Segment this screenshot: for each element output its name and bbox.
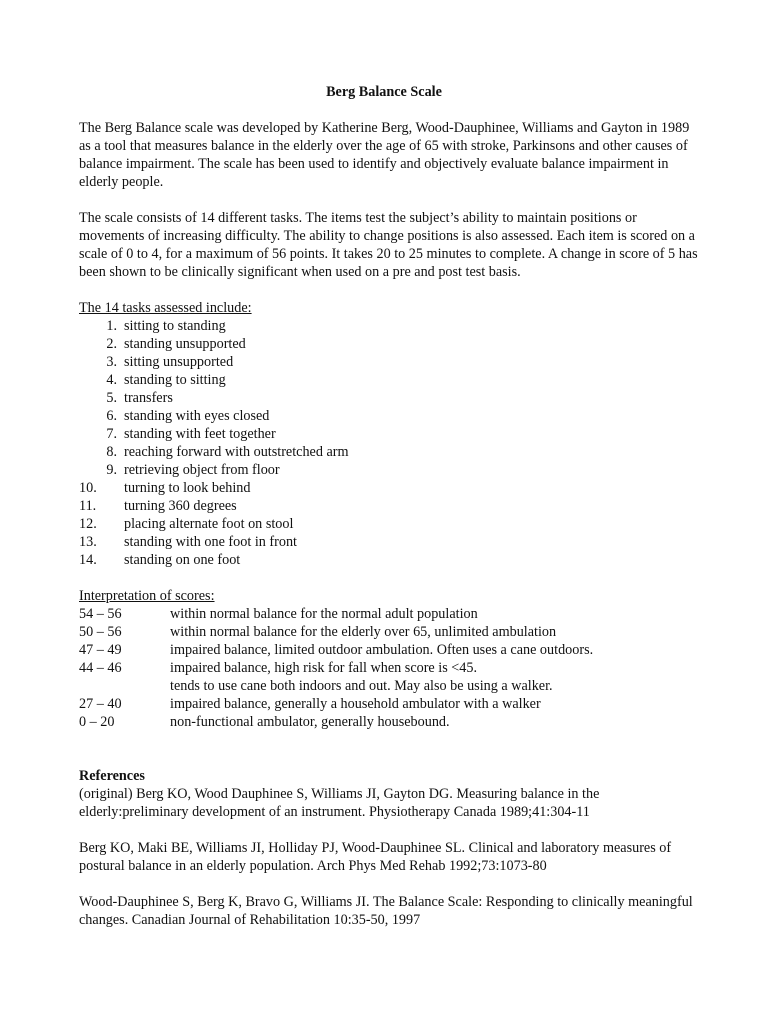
task-text: turning 360 degrees	[124, 498, 237, 514]
task-number: 13.	[79, 534, 97, 550]
reference-item: Berg KO, Maki BE, Williams JI, Holliday PJ, Wood-Dauphinee SL. Clinical and laboratory measures of postural balance in an elderly population. Arch Phys Med Rehab 1992;73:1073-80	[79, 840, 672, 874]
list-item	[79, 443, 699, 461]
task-number: 11.	[79, 498, 97, 514]
task-text: standing to sitting	[124, 372, 226, 388]
list-item	[79, 371, 699, 389]
list-item	[79, 515, 699, 533]
table-row	[79, 605, 699, 623]
task-number: 2.	[106, 336, 117, 352]
task-text: transfers	[124, 390, 173, 406]
list-item	[79, 407, 699, 425]
score-range: 44 – 46	[79, 660, 122, 676]
reference-item: Wood-Dauphinee S, Berg K, Bravo G, Williams JI. The Balance Scale: Responding to clinically meaningful changes. Canadian Journal of Rehabilitation 10:35-50, 1997	[79, 894, 693, 928]
task-text: sitting unsupported	[124, 354, 234, 370]
task-text: placing alternate foot on stool	[124, 516, 294, 532]
list-item	[79, 335, 699, 353]
document-page	[79, 83, 699, 947]
task-text: standing unsupported	[124, 336, 246, 352]
scores-heading: Interpretation of scores:	[79, 588, 215, 604]
list-item	[79, 497, 699, 515]
task-number: 5.	[106, 390, 117, 406]
task-number: 1.	[106, 318, 117, 334]
task-number: 9.	[106, 462, 117, 478]
table-row	[79, 677, 699, 695]
page-title: Berg Balance Scale	[326, 84, 442, 100]
task-text: turning to look behind	[124, 480, 251, 496]
score-range: 54 – 56	[79, 606, 122, 622]
references-heading: References	[79, 768, 145, 784]
list-item	[79, 461, 699, 479]
intro-paragraph: The Berg Balance scale was developed by Katherine Berg, Wood-Dauphinee, Williams and Gayton in 1989 as a tool that measures balance in the elderly over the age of 65 with stroke, Parkinsons and other causes of balance impairment. The scale has been used to identify and objectively evaluate balance impairment in elderly people.	[79, 120, 690, 190]
task-number: 4.	[106, 372, 117, 388]
table-row	[79, 641, 699, 659]
table-row	[79, 659, 699, 677]
list-item	[79, 479, 699, 497]
score-description: impaired balance, generally a household ambulator with a walker	[170, 696, 541, 712]
task-number: 3.	[106, 354, 117, 370]
score-range: 50 – 56	[79, 624, 122, 640]
table-row	[79, 623, 699, 641]
task-number: 6.	[106, 408, 117, 424]
table-row	[79, 713, 699, 731]
tasks-heading: The 14 tasks assessed include:	[79, 300, 252, 316]
list-item	[79, 353, 699, 371]
task-number: 8.	[106, 444, 117, 460]
task-text: standing on one foot	[124, 552, 241, 568]
score-description: within normal balance for the elderly over 65, unlimited ambulation	[170, 624, 557, 640]
list-item	[79, 533, 699, 551]
task-number: 12.	[79, 516, 97, 532]
task-text: standing with one foot in front	[124, 534, 297, 550]
score-range: 27 – 40	[79, 696, 122, 712]
score-description: within normal balance for the normal adult population	[170, 606, 478, 622]
list-item	[79, 317, 699, 335]
description-paragraph: The scale consists of 14 different tasks. The items test the subject’s ability to maintain positions or movements of increasing difficulty. The ability to change positions is also assessed. Each item is scored on a scale of 0 to 4, for a maximum of 56 points. It takes 20 to 25 minutes to complete. A change in score of 5 has been shown to be clinically significant when used on a pre and post test basis.	[79, 210, 698, 280]
task-text: standing with eyes closed	[124, 408, 270, 424]
score-description: impaired balance, limited outdoor ambulation. Often uses a cane outdoors.	[170, 642, 594, 658]
table-row	[79, 695, 699, 713]
score-description: impaired balance, high risk for fall when score is <45.	[170, 660, 478, 676]
list-item	[79, 389, 699, 407]
score-description: tends to use cane both indoors and out. May also be using a walker.	[170, 678, 553, 694]
task-text: sitting to standing	[124, 318, 226, 334]
task-text: retrieving object from floor	[124, 462, 280, 478]
score-range: 47 – 49	[79, 642, 122, 658]
score-description: non-functional ambulator, generally housebound.	[170, 714, 450, 730]
reference-item: (original) Berg KO, Wood Dauphinee S, Williams JI, Gayton DG. Measuring balance in the elderly:preliminary development of an instrument. Physiotherapy Canada 1989;41:304-11	[79, 786, 600, 820]
task-number: 14.	[79, 552, 97, 568]
task-number: 10.	[79, 480, 97, 496]
score-range: 0 – 20	[79, 714, 115, 730]
task-text: standing with feet together	[124, 426, 276, 442]
task-number: 7.	[106, 426, 117, 442]
task-text: reaching forward with outstretched arm	[124, 444, 349, 460]
scores-table	[79, 605, 699, 731]
list-item	[79, 425, 699, 443]
list-item	[79, 551, 699, 569]
score-range	[79, 677, 170, 695]
tasks-list	[79, 317, 699, 569]
